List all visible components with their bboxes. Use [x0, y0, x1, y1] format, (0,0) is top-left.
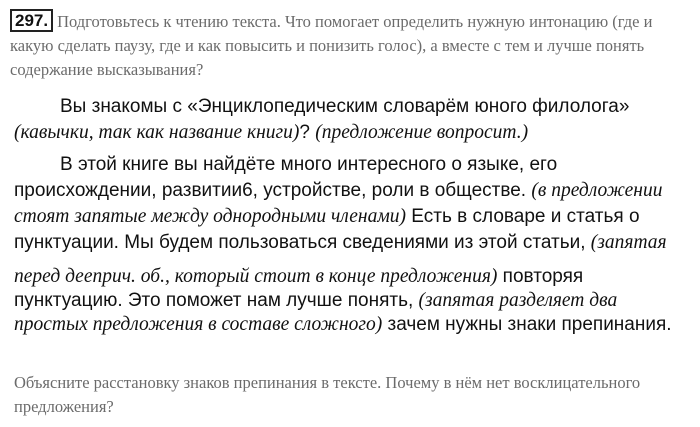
text-line-2 — [14, 120, 694, 152]
text-line-9 — [14, 312, 694, 338]
text-line-3 — [14, 152, 694, 178]
punctuation-note: (в предложении — [531, 180, 663, 201]
text-segment: зачем нужны знаки препинания. — [382, 314, 672, 335]
exercise-text — [14, 94, 694, 338]
text-line-1 — [14, 94, 694, 120]
text-segment: происхождении, развитии6, устройстве, роли в обществе. — [14, 180, 532, 201]
text-segment: пунктуации. Мы будем пользоваться сведениями из этой статьи, — [14, 232, 591, 253]
text-line-4 — [14, 178, 694, 204]
text-line-8 — [14, 288, 694, 312]
punctuation-note: стоят запятые между однородными членами) — [14, 206, 407, 227]
text-segment: Есть в словаре и статья о — [406, 206, 640, 227]
text-segment: ? — [299, 122, 316, 143]
punctuation-note: перед дееприч. об., который стоит в конце предложения) — [14, 266, 498, 287]
exercise-question: Объясните расстановку знаков препинания в тексте. Почему в нём нет восклицательного предложения? — [14, 373, 641, 416]
punctuation-note: (запятая разделяет два — [418, 290, 618, 311]
text-line-7 — [14, 264, 694, 288]
punctuation-note: простых предложения в составе сложного) — [14, 314, 383, 335]
text-line-6 — [14, 230, 694, 264]
punctuation-note: (кавычки, так как название книги) — [14, 122, 300, 143]
text-segment: пунктуацию. Это поможет нам лучше понять, — [14, 290, 419, 311]
text-segment: В этой книге вы найдёте много интересного о языке, его — [60, 154, 558, 175]
punctuation-note: (предложение вопросит.) — [315, 122, 529, 143]
text-line-5 — [14, 204, 694, 230]
text-segment: Вы знакомы с «Энциклопедическим словарём юного филолога» — [60, 96, 630, 117]
exercise-number: 297. — [10, 9, 53, 32]
punctuation-note: (запятая — [590, 232, 667, 253]
text-segment: повторяя — [497, 266, 584, 287]
exercise-instruction: Подготовьтесь к чтению текста. Что помогает определить нужную интонацию (где и какую сделать паузу, где и как повысить и понизить голос), а вместе с тем и лучше понять содержание высказывания? — [10, 12, 653, 79]
exercise-header — [10, 9, 690, 82]
